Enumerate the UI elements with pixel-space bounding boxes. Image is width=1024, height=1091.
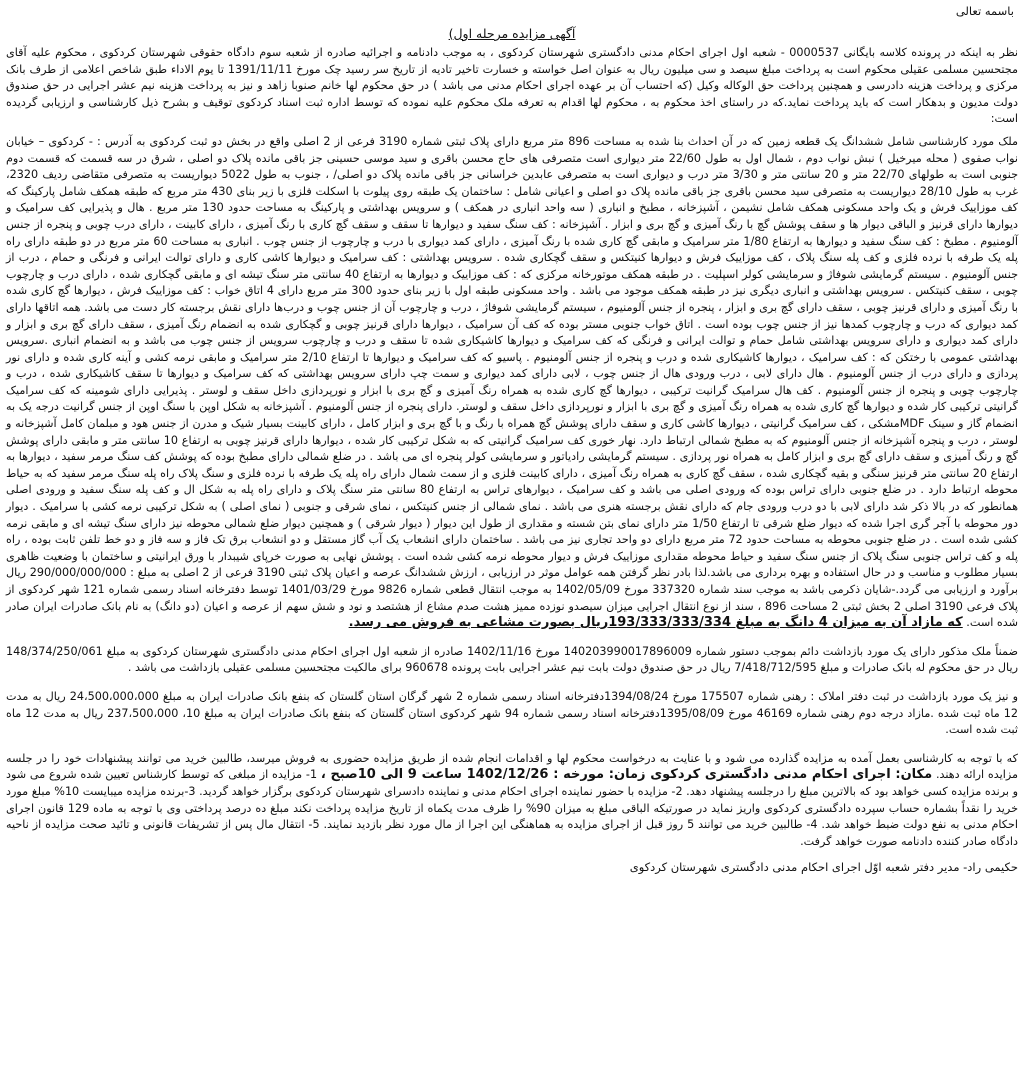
seizure-order-paragraph: ضمناً ملک مذکور دارای یک مورد بازداشت دائم بموجب دستور شماره 140203990017896009 مورخ 1402/11/16 صادره از شعبه اول اجرای احکام مدنی دادگستری شهرستان کردکوی به مبلغ 148/374/250/061 ریال در حق محکوم له بانک صادرات و مبلغ 7/418/712/595 ریال در حق صندوق دولت بابت نیم عشر اجرایی بابت پرونده 960678 برای مالکیت مجتحسین مسلمی عقیلی بازداشت می باشد . — [6, 644, 1018, 675]
basmala-heading: باسمه تعالی — [955, 4, 1014, 18]
mortgage-registry-paragraph: و نیز یک مورد بازداشت در ثبت دفتر املاک : رهنی شماره 175507 مورخ 1394/08/24دفترخانه اسناد رسمی شماره 2 شهر گرگان استان گلستان که بنفع بانک صادرات ایران به مبلغ 24،500،000،000 ریال به مدت 12 ماه ثبت شده .مازاد درجه دوم رهنی شماره 46169 مورخ 1395/08/09دفترخانه اسناد رسمی شماره 94 شهر کردکوی استان گلستان که بنفع بانک صادرات ایران به مبلغ 10، 237،500،000 ریال به مدت 12 ماه ثبت شده است. — [6, 689, 1018, 737]
property-description-text: ملک مورد کارشناسی شامل ششدانگ یک قطعه زمین که در آن احداث بنا شده به مساحت 896 متر مربع دارای پلاک ثبتی شماره 3190 فرعی از 2 اصلی واقع در بخش دو ثبت کردکوی به آدرس : - کردکوی – خیابان نواب صفوی ( محله میرخیل ) نبش نواب دوم ، شمال اول به طول 22/60 متر دیواری است متصرفی های حاج محسن باقری و سید موسی حسینی جز باقی مانده پلاک دو اصلی ، شرق در سه قسمت که قسمت دوم جنوبی است به طولهای 22/70 متر و 20 سانتی متر و 3/30 متر درب و دیواری است به متصرفی عابدین خراسانی جز باقی مانده پلاک دو اصلی/ ، جنوب به طول 5022 دیواریست به متصرفی متقاضی ردیف 2320، غرب به طول 28/10 دیواریست به متصرفی سید محسن باقری جز باقی مانده پلاک دو اصلی و اعیانی شامل : ساختمان یک طبقه روی پیلوت با اسکلت فلزی با زیر بنای 430 متر مربع که طبقه همکف شامل پارکینگ که کف موزاییک فرش و یک واحد مسکونی همکف شامل نشیمن ، آشپزخانه ، مطبخ و انباری ( سه واحد انباری در همکف ) و سرویس بهداشتی و پارکینگ به مساحت حدود 130 متر مربع . هال و پذیرایی کف سرامیک و دیوارها دارای قرنیز و الباقی دیوار ها و سقف پوشش گچ با رنگ آمیزی و گچ بری و ابزار . آشپزخانه : کف سنگ سفید و دیوارها تا سقف و سقف گچ کاری با رنگ آمیزی ، دارای کابینت ، دارای درب چوبی و پنجره از جنس آلومنیوم . مطبخ : کف سنگ سفید و دیوارها به ارتفاع 1/80 متر سرامیک و مابقی گچ کاری شده با رنگ آمیزی ، دارای کمد دیواری با درب و چارچوب از جنس چوب . انباری به مساحت 60 متر مربع در دو طبقه دارای راه پله یک طرفه با نرده فلزی و کف پله سنگ پلاک ، کف موزاییک فرش و دیوارها کنیتکس و سقف گچکاری شده . سرویس بهداشتی : کف سرامیک و دیوارها کاشی کاری و دارای توالت ایرانی و فرنگی و حمام ، درب از جنس آلومنیوم . سیستم گرمایشی شوفاژ و سرمایشی کولر اسپلیت . در طبقه همکف موتورخانه مرکزی که : کف موزاییک و دیوارها به ارتفاع 40 سانتی متر سنگ تیشه ای و مابقی گچکاری شده ، دارای درب و چارچوب چوبی ، سقف کنیتکس . سرویس بهداشتی و انباری دیگری نیز در طبقه همکف موجود می باشد . واحد مسکونی طبقه اول با زیر بنای حدود 300 متر مربع دارای 4 اتاق خواب : کف موزاییک فرش ، دیوارها گچ کاری شده با رنگ آمیزی و دارای قرنیز چوبی ، سقف دارای گچ بری و ابزار ، پنجره از جنس آلومنیوم ، سیستم گرمایشی شوفاژ ، درب و چارچوب آن از جنس چوب و درب‌ها دارای نقش برجسته کار دست می باشد. همه اتاقها دارای کمد دیواری که درب و چارچوب کمدها نیز از جنس چوب بوده است . اتاق خواب جنوبی مستر بوده که کف آن سرامیک ، دیوارها دارای قرنیز چوبی و گچکاری شده به انضمام رنگ آمیزی ، سقف دارای گچ بری و ابزار و دارای کمد دیواری و دارای سرویس بهداشتی شامل حمام و توالت ایرانی و فرنگی که کف سرامیک و دیوارها کاشیکاری شده تا سقف و درب و چارچوب سرویس از جنس چوب می باشد و به انضمام انباری .سرویس بهداشتی عمومی با رختکن که : کف سرامیک ، دیوارها کاشیکاری شده و درب و پنجره از جنس آلومنیوم . پاسیو که کف سرامیک و دیوارها تا ارتفاع 2/10 متر سرامیک و مابقی نرمه کشی و آینه کاری شده و دارای نور پردازی و دارای درب از جنس آلومنیوم . هال دارای لابی ، درب ورودی هال از جنس چوب ، لابی دارای کمد دیواری و سمت چپ دارای سرویس بهداشتی که کف سرامیک و دیوارها تا سقف کاشیکاری شده ، درب و چارچوب چوبی و پنجره از جنس آلومنیوم . کف هال سرامیک گرانیت ترکیبی ، دیوارها گچ کاری شده به همراه رنگ آمیزی و گچ بری با ابزار و نورپردازی داخل سقف و لوستر . پذیرایی دارای شومینه که کف سرامیک گرانیتی ترکیبی کار شده و دیوارها گچ کاری شده به همراه رنگ آمیزی و گچ بری با ابزار و نورپردازی داخل سقف و لوستر. دارای پنجره از جنس آلومنیوم . آشپزخانه به شکل اوپن با سنگ اوپن از جنس گرانیت درجه یک به انضمام گاز و سینک MDFمشکی ، کف سرامیک گرانیتی ، دیوارها کاشی کاری و سقف دارای پوشش گچ همراه با رنگ و با گچ بری و ابزار کامل ، دارای کابینت بسیار شیک و مدرن از جنس هود و مبلمان کامل آشپزخانه و لوستر ، درب و پنجره آشپزخانه از جنس آلومنیوم که به مطبخ شمالی ارتباط دارد. نهار خوری کف سرامیک گرانیتی که به شکل ترکیبی کار شده ، دیوارها دارای قرنیز چوبی به ارتفاع 10 سانتی متر و مابقی دارای پوشش گچ و رنگ آمیزی و سقف دارای گچ بری و ابزار کامل به همراه نور پردازی . سیستم گرمایشی رادیاتور و سرمایشی کولر پنجره ای می باشد . در ضلع شمالی دارای مطبخ بوده که پوشش کف سنگ مرمر سفید ، دیوارها به ارتفاع 20 سانتی متر قرنیز سنگی و بقیه گچکاری شده ، سقف گچ کاری به همراه رنگ آمیزی ، دارای کابینت فلزی و از سمت شمال دارای راه پله یک طرفه با نرده فلزی و سنگ پلاک راه پله سنگ مرمر سفید که به حیاط محوطه ارتباط دارد . در ضلع جنوبی دارای تراس بوده که ورودی اصلی می باشد و کف سرامیک ، دیوارهای تراس به ارتفاع 80 سانتی متر سنگ پلاک و دارای راه پله به شکل ال و کف پله سنگ سفید و ورودی اصلی همانطور که در بالا ذکر شد دارای لابی با دو درب ورودی جام که دارای نقش برجسته هنری می باشد . نمای شمالی از جنس کنیتکس ، نمای شرقی و جنوبی ( نمای اصلی ) به شکل ترکیبی نرمه کشی با سرامیک . دیوار دور محوطه با آجر گری اجرا شده که دیوار ضلع شرقی تا ارتفاع 1/50 متر دارای نمای بتن شسته و مقداری از طول این دیوار ( دیوار شرقی ) و همچنین دیوار ضلع شمالی محوطه نیز دارای سنگ تیشه ای و مابقی نرمه کشی شده است . در ضلع جنوبی محوطه به مساحت حدود 72 متر مربع دارای دو واحد تجاری نیز می باشد . ساختمان دارای انشعاب یک آب گاز مستقل و دو انشعاب برق تک فاز و سه فاز و دو خط تلفن ثابت بوده ، راه پله و کف تراس جنوبی سنگ پلاک از جنس سنگ سفید و حیاط محوطه مقداری موزاییک فرش و دیوار محوطه نرمه کشی شده است . پوشش نهایی به صورت خرپای شیبدار با ورق ایرانیتی و ساختمان با وضعیت ظاهری بسیار مطلوب و مناسب و در حال استفاده و بهره برداری می باشد.لذا بادر نظر گرفتن همه عوامل موثر در ارزیابی ، ارزش ششدانگ عرصه و اعیان پلاک ثبتی 3190 فرعی از 2 اصلی به مبلغ : 290/000/000/000 ریال برآورد و ارزیابی می گردد.-شایان ذکرمی باشد به موجب سند شماره 337320 مورخ 1402/05/09 به موجب انتقال قطعی شماره 9826 مورخ 1401/03/29 توسط دفترخانه اسناد رسمی شماره 121 شهر کردکوی از پلاک فرعی 3190 اصلی 2 بخش ثبتی 2 مساحت 896 ، سند از نوع انتقال اجرایی میزان سیصدو نوزده ممیز هشت صدم مشاع از هشتصد و نود و شش سهم از عرصه و اعیان (دو دانگ) به نام بانک صادرات ایران صادر شده است. — [6, 134, 1019, 630]
auction-notice-document — [6, 4, 1018, 1087]
intro-paragraph: نظر به اینکه در پرونده کلاسه بایگانی 0000537 - شعبه اول اجرای احکام مدنی دادگستری شهرستان کردکوی ، به موجب دادنامه و اجرائیه صادره از شعبه سوم دادگاه حقوقی شهرستان کردکوی ، محکوم علیه آقای مجتحسین مسلمی عقیلی محکوم است به پرداخت مبلغ سیصد و سی میلیون ریال به عنوان اصل خواسته و خسارت تاخیر تادیه از تاریخ سر رسید چک مورخ 1391/11/11 تا یوم الاداء طبق شاخص اعلامی از طرف بانک مرکزی و پرداخت هزینه دادرسی و همچنین پرداخت حق الوکاله وکیل (که احتساب آن بر عهده اجرای احکام مدنی می باشد ) در حق محکوم لها خانم صنوبا زاهد و نیز به پرداخت هزینه نیم عشر اجرایی در حق صندوق دولت مدیون و بدهکار است که باید پرداخت نماید.که در راستای اخذ محکوم به ، محکوم لها اقدام به تعرفه ملک محکوم علیه نموده که توسط اداره ثبت اسناد کردکوی توقیف و بشرح ذیل کارشناسی و ارزیابی گردیده است: — [6, 46, 1019, 126]
auction-terms-paragraph — [6, 751, 1018, 851]
notice-title: آگهی مزایده مرحله اول) — [448, 26, 576, 41]
auction-conditions: 1- مزایده از مبلغی که توسط کارشناس تعیین شده شروع می شود و برنده مزایده کسی خواهد بود که بالاترین مبلغ را درجلسه پیشنهاد دهد. 2- مزایده با حضور نماینده اجرای احکام مدنی و نماینده دادسرای شهرستان کردکوی برگزار خواهد گردید. 3-برنده مزایده میبایست 10% مبلغ مورد خرید را نقداً بشماره حساب سپرده دادگستری کردکوی واریز نماید در صورتیکه الباقی مبلغ به میزان 90% را ظرف مدت یکماه از تاریخ مزایده پرداخت نکند مبلغ ده درصد پرداختی وی با توجه به ماده 129 قانون اجرای احکام مدنی به نفع دولت ضبط خواهد شد. 4- طالبین خرید می توانند 5 روز قبل از اجرای مزایده به هماهنگی این اجرا از مال مورد نظر بازدید نمایند. 5- انتقال مال پس از تشریفات قانونی و تائید صحت مزایده از ناحیه دادگاه صادر کننده دادنامه صورت خواهد گرفت. — [6, 768, 1018, 848]
auction-place-time-highlight: مکان: اجرای احکام مدنی دادگستری کردکوی زمان: مورخه : 1402/12/26 ساعت 9 الی 10صبح ، — [320, 767, 933, 783]
signature-line: حکیمی راد- مدیر دفتر شعبه اوّل اجرای احکام مدنی دادگستری شهرستان کردکوی — [629, 860, 1018, 875]
property-description-paragraph — [6, 134, 1018, 632]
auction-terms-intro: که با توجه به کارشناسی بعمل آمده به مزایده گذارده می شود و با عنایت به درخواست محکوم لها و اقدامات انجام شده از طریق مزایده حضوری به فروش میرسد، طالبین خرید می توانند پیشنهادات خود را در جلسه مزایده ارائه دهند. — [6, 751, 1018, 782]
sale-share-highlight: که مازاد آن به میزان 4 دانگ به مبلغ 193/333/333/334ریال بصورت مشاعی به فروش می رسد. — [348, 615, 963, 631]
